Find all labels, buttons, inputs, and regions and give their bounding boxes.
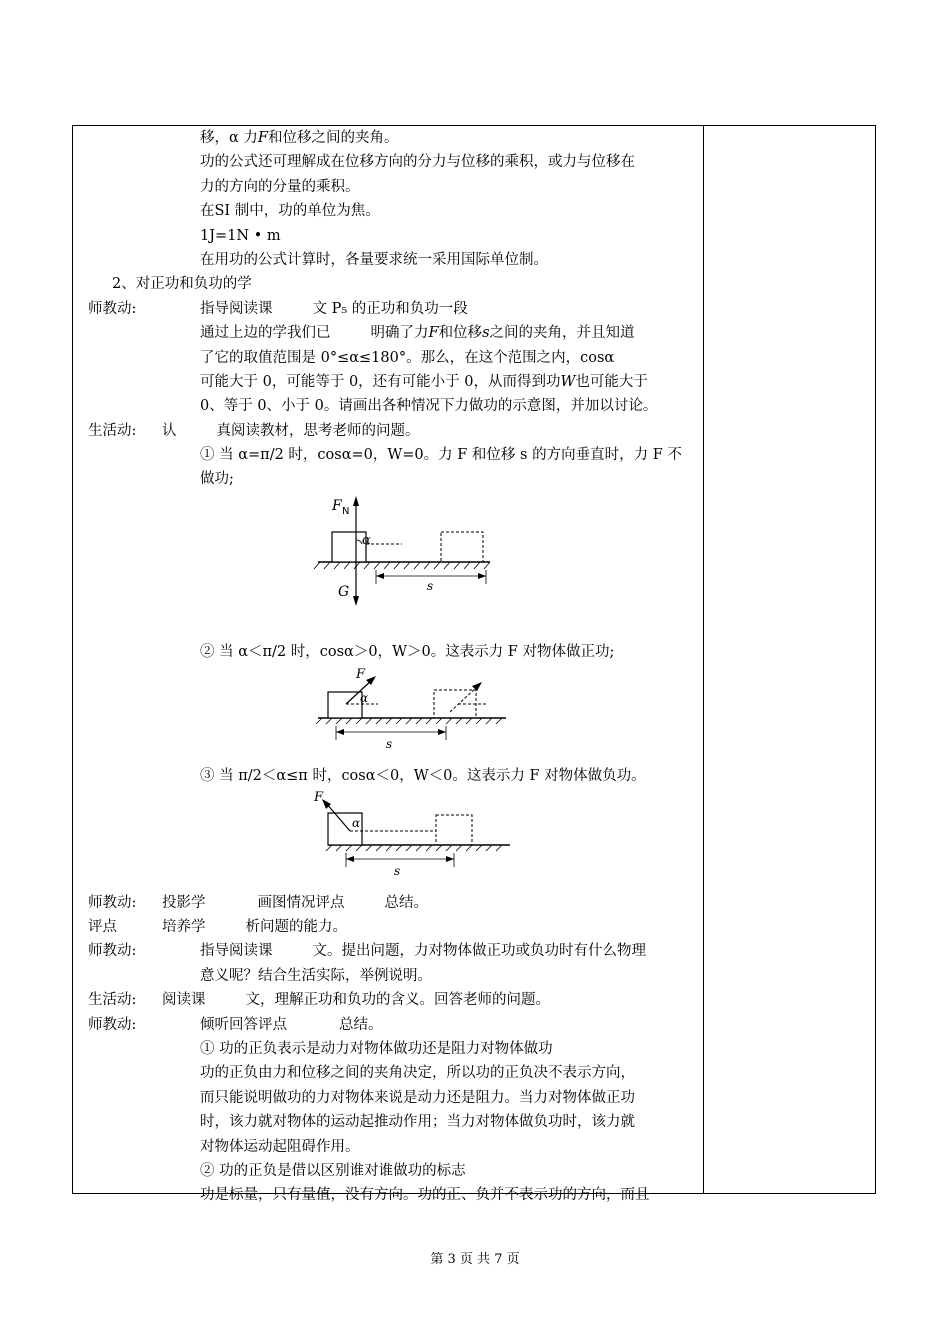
text-line: 0、等于 0、小于 0。请画出各种情况下力做功的示意图，并加以讨论。 [200,398,658,415]
figure-svg-2 [310,664,550,764]
figure-positive-work [88,664,698,764]
text-line: 师教动: 倾听回答评点 总结。 [88,1013,698,1037]
text-line: 时，该力就对物体的运动起推动作用；当力对物体做负功时，该力就 [200,1114,635,1131]
role-label: 师教动: [88,300,137,317]
lesson-content [88,126,698,1208]
displacement-label: s [394,863,401,878]
force-label: F [356,667,366,683]
angle-label: α [352,815,361,830]
angle-label: α [362,532,371,548]
text-line: 移，α 力F和位移之间的夹角。 [200,130,399,146]
role-label: 评点 [88,919,117,936]
text-line: 了它的取值范围是 0°≤α≤180°。那么，在这个范围之内，cosα [200,349,615,366]
figure-svg-1 [310,492,570,640]
text-line: 在SI 制中，功的单位为焦。 [200,203,380,220]
text-line: 而只能说明做功的力对物体来说是动力还是阻力。当力对物体做正功 [200,1089,635,1106]
figure-svg-3 [310,789,550,891]
text-line: 生活动: 阅读课 文，理解正功和负功的含义。回答老师的问题。 [88,988,698,1012]
role-label: 师教动: [88,1016,137,1033]
force-subscript: N [342,505,350,517]
text-line: 功的公式还可理解成在位移方向的分力与位移的乘积，或力与位移在 [200,154,635,171]
text-line: 生活动: 认 真阅读教材，思考老师的问题。 [88,419,698,443]
table-column-divider [703,125,704,1194]
text-line: ① 功的正负表示是动力对物体做功还是阻力对物体做功 [200,1040,553,1057]
text-line: 功的正负由力和位移之间的夹角决定，所以功的正负决不表示方向， [200,1065,635,1082]
text-line: ① 当 α=π/2 时，cosα=0，W=0。力 F 和位移 s 的方向垂直时，力 F 不 [200,447,682,464]
angle-label: α [360,691,369,706]
gravity-label: G [338,583,350,600]
text-line: 师教动: 指导阅读课 文 P₅ 的正功和负功一段 [88,297,698,321]
text-line: 1J=1N • m [200,227,281,244]
text-line: 通过上边的学我们已 明确了力F和位移s之间的夹角，并且知道 [200,325,635,342]
text-line: 评点 培养学 析问题的能力。 [88,915,698,939]
section-heading: 2、对正功和负功的学 [112,276,252,293]
text-line: 功是标量，只有量值，没有方向。功的正、负并不表示功的方向，而且 [200,1187,650,1204]
text-line: 可能大于 0，可能等于 0，还有可能小于 0，从而得到功W也可能大于 [200,373,648,390]
force-label: F [332,497,342,514]
text-line: 师教动: 指导阅读课 文。提出问题，力对物体做正功或负功时有什么物理 [88,939,698,963]
figure-negative-work [88,789,698,891]
force-label: F [314,789,324,805]
role-label: 生活动: [88,992,137,1009]
displacement-label: s [386,737,393,752]
text-line: ③ 当 π/2＜α≤π 时，cosα＜0，W＜0。这表示力 F 对物体做负功。 [200,768,646,785]
text-line: 在用功的公式计算时，各量要求统一采用国际单位制。 [200,251,548,268]
text-line: ② 功的正负是借以区别谁对谁做功的标志 [200,1162,466,1179]
text-line: 意义呢？结合生活实际，举例说明。 [200,967,432,984]
role-label: 生活动: [88,422,137,439]
text-line: 师教动: 投影学 画图情况评点 总结。 [88,891,698,915]
text-line: 对物体运动起阻碍作用。 [200,1138,360,1155]
role-label: 师教动: [88,894,137,911]
text-line: 力的方向的分量的乘积。 [200,178,360,195]
text-line: 做功; [200,471,234,488]
displacement-label: s [427,578,434,593]
page-footer: 第 3 页 共 7 页 [430,1252,520,1267]
figure-perpendicular-force [88,492,698,640]
role-label: 师教动: [88,943,137,960]
text-line: ② 当 α＜π/2 时，cosα＞0，W＞0。这表示力 F 对物体做正功; [200,643,615,660]
